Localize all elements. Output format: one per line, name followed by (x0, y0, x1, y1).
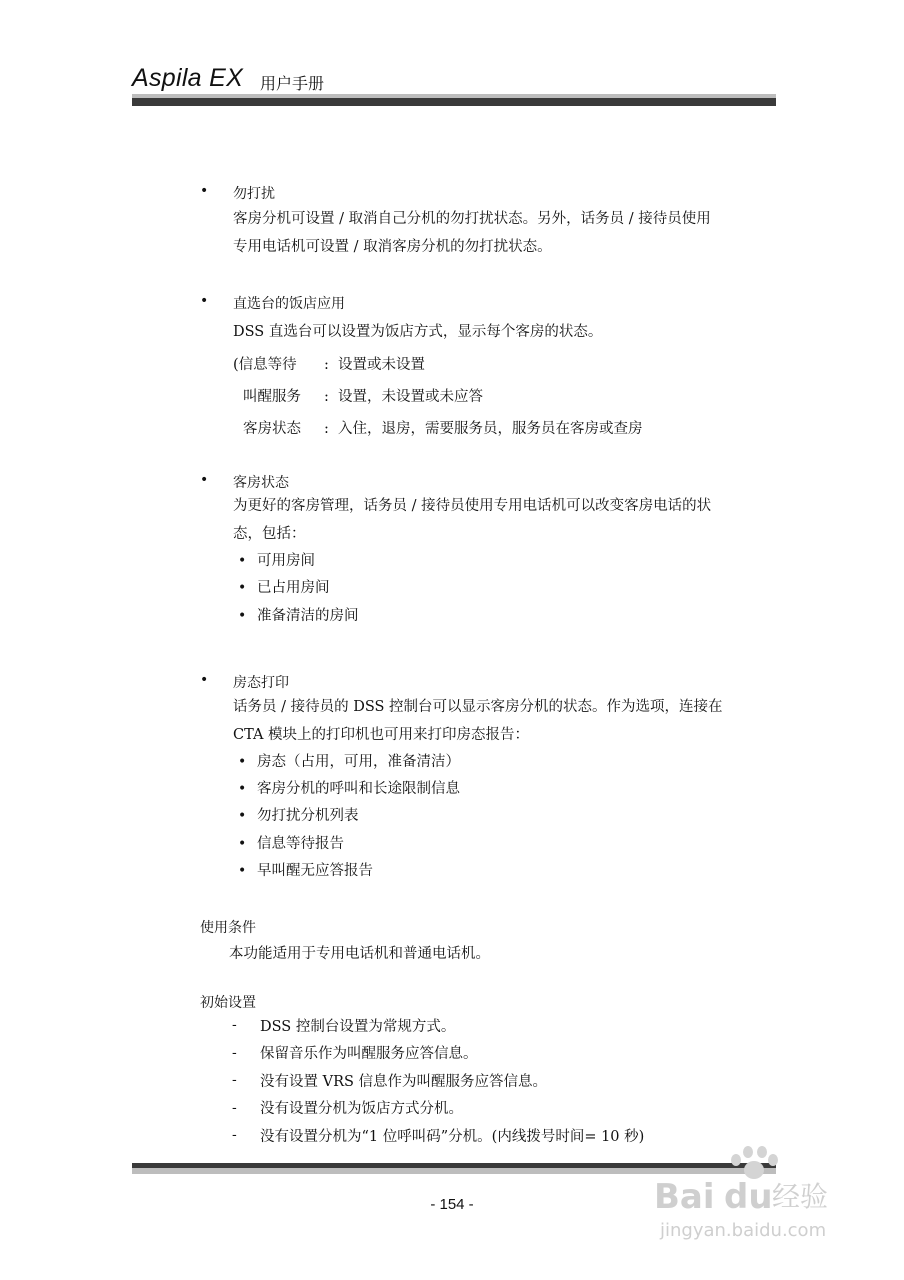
list-item: 房态（占用，可用，准备清洁） (257, 754, 460, 770)
section-dss-line-1: DSS 直选台可以设置为饭店方式，显示每个客房的状态。 (233, 324, 603, 340)
list-bullet: • (238, 754, 247, 770)
list-item: 勿打扰分机列表 (257, 808, 359, 824)
list-dash: - (232, 1072, 237, 1088)
conditions-title: 使用条件 (200, 920, 256, 936)
manual-subtitle: 用户手册 (260, 74, 325, 93)
section-dnd-line-1: 客房分机可设置 / 取消自己分机的勿打扰状态。另外，话务员 / 接待员使用 (233, 211, 711, 227)
section-bullet: • (200, 472, 209, 488)
list-dash: - (232, 1017, 237, 1033)
section-bullet: • (200, 293, 209, 309)
conditions-text: 本功能适用于专用电话机和普通电话机。 (229, 946, 490, 962)
section-print-line-2: CTA 模块上的打印机也可用来打印房态报告： (233, 727, 530, 743)
section-print-line-1: 话务员 / 接待员的 DSS 控制台可以显示客房分机的状态。作为选项，连接在 (233, 699, 723, 715)
list-item: 已占用房间 (257, 580, 330, 596)
list-bullet: • (238, 608, 247, 624)
paw-icon (731, 1146, 778, 1179)
table-separator: : (324, 421, 329, 437)
list-dash: - (232, 1127, 237, 1143)
section-title-dss-hotel: 直选台的饭店应用 (233, 296, 345, 312)
list-bullet: • (238, 781, 247, 797)
list-item: 保留音乐作为叫醒服务应答信息。 (260, 1046, 478, 1062)
header-rule-dark (132, 98, 776, 106)
table-value: 入住，退房，需要服务员，服务员在客房或查房 (338, 421, 643, 437)
section-dnd-line-2: 专用电话机可设置 / 取消客房分机的勿打扰状态。 (233, 239, 552, 255)
list-bullet: • (238, 863, 247, 879)
section-title-dnd: 勿打扰 (233, 186, 275, 202)
watermark-url: jingyan.baidu.com (660, 1220, 827, 1241)
watermark-brand: Bai (654, 1177, 715, 1217)
table-separator: : (324, 357, 329, 373)
table-value: 设置，未设置或未应答 (338, 389, 483, 405)
section-title-status-print: 房态打印 (233, 675, 289, 691)
table-label: 叫醒服务 (243, 389, 301, 405)
list-item: 没有设置 VRS 信息作为叫醒服务应答信息。 (260, 1074, 548, 1090)
section-bullet: • (200, 183, 209, 199)
list-item: 没有设置分机为“1 位呼叫码”分机。(内线拨号时间= 10 秒) (260, 1129, 645, 1145)
watermark-cn: 经验 (772, 1180, 829, 1213)
list-item: 可用房间 (257, 553, 315, 569)
list-item: 客房分机的呼叫和长途限制信息 (257, 781, 460, 797)
manual-brand-title: Aspila EX (132, 64, 244, 92)
table-value: 设置或未设置 (338, 357, 425, 373)
table-label: 客房状态 (243, 421, 301, 437)
list-bullet: • (238, 836, 247, 852)
section-bullet: • (200, 672, 209, 688)
table-label: (信息等待 (233, 357, 297, 373)
list-item: 没有设置分机为饭店方式分机。 (260, 1101, 463, 1117)
list-item: 信息等待报告 (257, 836, 344, 852)
list-bullet: • (238, 553, 247, 569)
list-bullet: • (238, 808, 247, 824)
list-dash: - (232, 1045, 237, 1061)
table-separator: : (324, 389, 329, 405)
list-item: 早叫醒无应答报告 (257, 863, 373, 879)
initial-settings-title: 初始设置 (200, 995, 256, 1011)
list-item: 准备清洁的房间 (257, 608, 359, 624)
list-bullet: • (238, 580, 247, 596)
baidu-watermark (646, 1142, 846, 1252)
section-room-line-1: 为更好的客房管理，话务员 / 接待员使用专用电话机可以改变客房电话的状 (233, 498, 712, 514)
page-number: - 154 - (430, 1196, 474, 1213)
list-dash: - (232, 1100, 237, 1116)
section-room-line-2: 态，包括： (233, 526, 306, 542)
watermark-brand-du: du (724, 1177, 773, 1217)
section-title-room-status: 客房状态 (233, 475, 289, 491)
list-item: DSS 控制台设置为常规方式。 (260, 1019, 456, 1035)
